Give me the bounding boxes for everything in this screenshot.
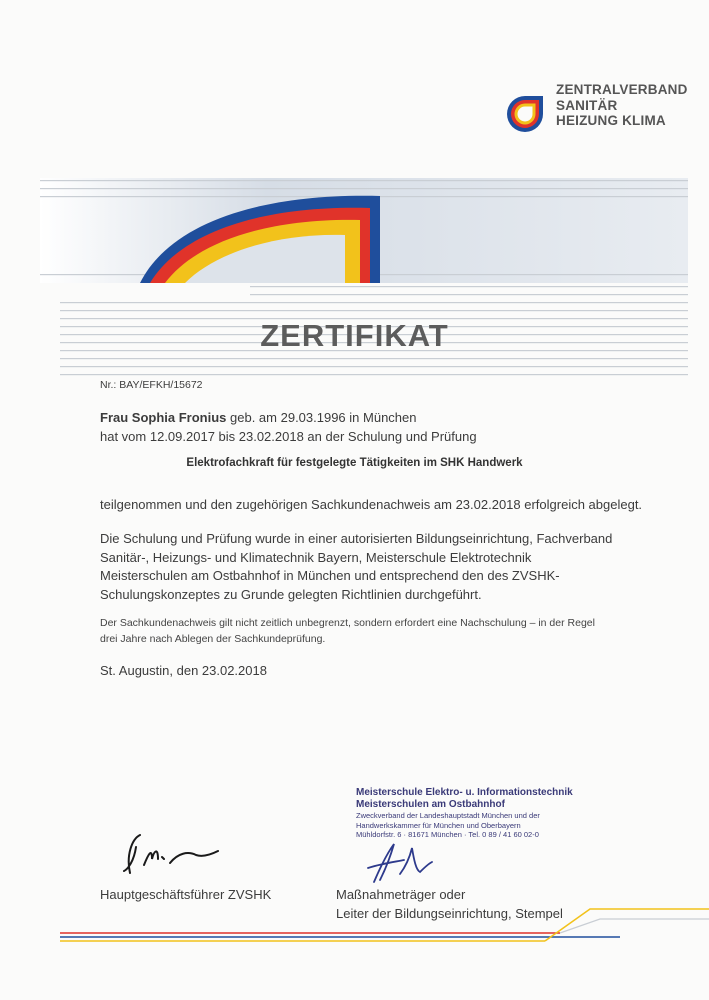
signature-right-label-1: Maßnahmeträger oder: [336, 887, 466, 902]
signature-right-image: [360, 838, 440, 886]
recipient-line: [100, 409, 417, 428]
zvshk-logo-icon: [505, 94, 545, 134]
institution-stamp: [356, 787, 586, 840]
stamp-line-5: Mühldorfstr. 6 · 81671 München · Tel. 0 89 / 41 60 02-0: [356, 830, 539, 839]
stamp-line-3: Zweckverband der Landeshauptstadt München und der: [356, 811, 540, 820]
course-name: Elektrofachkraft für festgelegte Tätigkeiten im SHK Handwerk: [186, 457, 523, 469]
training-paragraph: Die Schulung und Prüfung wurde in einer autorisierten Bildungseinrichtung, Fachverband Sanitär-, Heizungs- und Klimatechnik Bayern, Meisterschule Elektrotechnik Meisterschulen am Ostbahnhof in München und entsprechend den des ZVSHK-Schulungskonzeptes zu Grunde gelegten Richtlinien durchgeführt.: [100, 531, 613, 602]
place-date: St. Augustin, den 23.02.2018: [100, 663, 267, 678]
signature-right-label-2: Leiter der Bildungseinrichtung, Stempel: [336, 906, 563, 921]
certificate-number: Nr.: BAY/EFKH/15672: [100, 379, 203, 391]
signature-left-label: Hauptgeschäftsführer ZVSHK: [100, 887, 272, 902]
course-period: hat vom 12.09.2017 bis 23.02.2018 an der Schulung und Prüfung: [100, 429, 477, 444]
stamp-line-1: Meisterschule Elektro- u. Informationstechnik: [356, 787, 573, 798]
footer-decorative-lines: [0, 905, 709, 955]
birth-info: geb. am 29.03.1996 in München: [226, 410, 417, 425]
recipient-name: Frau Sophia Fronius: [100, 410, 227, 425]
certificate-title: ZERTIFIKAT: [260, 318, 449, 353]
signature-left-image: [118, 825, 228, 880]
logo-line-2: SANITÄR: [556, 97, 618, 113]
stamp-line-2: Meisterschulen am Ostbahnhof: [356, 799, 505, 810]
logo-line-1: ZENTRALVERBAND: [556, 82, 688, 97]
logo-line-3: HEIZUNG KLIMA: [556, 113, 666, 128]
zvshk-logo-text: [556, 82, 688, 129]
stamp-line-4: Handwerkskammer für München und Oberbayern: [356, 820, 521, 830]
completion-statement: teilgenommen und den zugehörigen Sachkundenachweis am 23.02.2018 erfolgreich abgelegt.: [100, 497, 643, 512]
validity-note: Der Sachkundenachweis gilt nicht zeitlich unbegrenzt, sondern erfordert eine Nachschulung – in der Regel drei Jahre nach Ablegen der Sachkundeprüfung.: [100, 617, 595, 645]
